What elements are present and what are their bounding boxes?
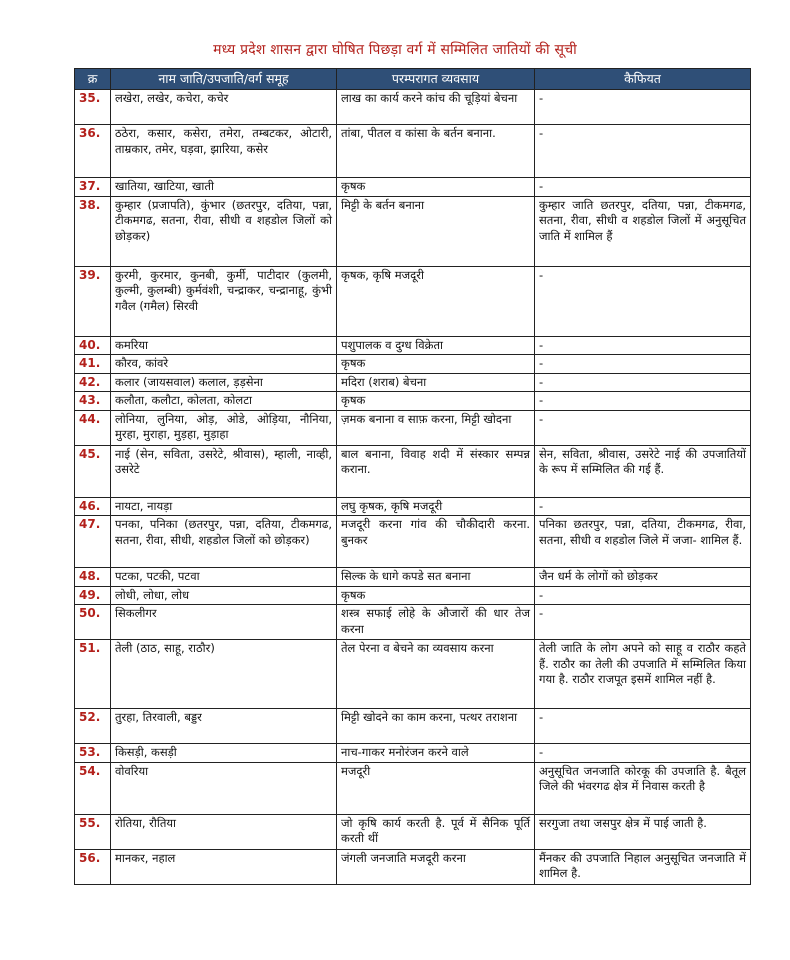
row-remarks: - [535,355,751,374]
table-row [75,849,751,884]
row-occupation: पशुपालक व दुग्ध विक्रेता [337,336,535,355]
row-name: लखेरा, लखेर, कचेरा, कचेर [111,90,337,125]
table-row [75,355,751,374]
row-name: कलौता, कलौटा, कोलता, कोलटा [111,392,337,411]
table-row [75,497,751,516]
row-remarks: तेली जाति के लोग अपने को साहू व राठौर कहते हैं. राठौर का तेली की उपजाति में सम्मिलित किया गया है. राठौर राजपूत इसमें शामिल नहीं है. [535,640,751,709]
row-occupation: तेल पेरना व बेचने का व्यवसाय करना [337,640,535,709]
row-occupation: सिल्क के धागे कपडे सत बनाना [337,568,535,587]
row-number: 44. [75,410,111,445]
row-name: मानकर, नहाल [111,849,337,884]
table-row [75,125,751,178]
row-number: 53. [75,744,111,763]
row-number: 49. [75,586,111,605]
row-number: 36. [75,125,111,178]
row-number: 47. [75,516,111,568]
table-body [75,90,751,885]
row-remarks: मैंनकर की उपजाति निहाल अनुसूचित जनजाति में शामिल है. [535,849,751,884]
row-remarks: पनिका छतरपुर, पन्ना, दतिया, टीकमगढ, रीवा, सतना, सीधी व शहडोल जिले में जजा- शामिल हैं. [535,516,751,568]
row-number: 51. [75,640,111,709]
table-row [75,605,751,640]
row-occupation: कृषक [337,355,535,374]
row-remarks: - [535,266,751,336]
row-number: 54. [75,762,111,814]
row-name: वोवरिया [111,762,337,814]
row-remarks: - [535,709,751,744]
table-row [75,196,751,266]
row-remarks: सरगुजा तथा जसपुर क्षेत्र में पाई जाती है. [535,814,751,849]
row-remarks: - [535,586,751,605]
row-occupation: तांबा, पीतल व कांसा के बर्तन बनाना. [337,125,535,178]
row-occupation: नाच-गाकर मनोरंजन करने वाले [337,744,535,763]
header-serial: क्र [75,69,111,90]
table-row [75,373,751,392]
table-row [75,516,751,568]
row-remarks: जैन धर्म के लोगों को छोड़कर [535,568,751,587]
row-name: लोनिया, लुनिया, ओड़, ओडे, ओड़िया, नौनिया, मुरहा, मुराहा, मुड़हा, मुड़ाहा [111,410,337,445]
row-remarks: - [535,605,751,640]
row-name: कमरिया [111,336,337,355]
table-row [75,178,751,197]
row-occupation: मिट्टी खोदने का काम करना, पत्थर तराशना [337,709,535,744]
table-row [75,410,751,445]
row-remarks: - [535,336,751,355]
row-number: 37. [75,178,111,197]
table-row [75,814,751,849]
row-number: 40. [75,336,111,355]
row-name: किसड़ी, कसड़ी [111,744,337,763]
row-number: 38. [75,196,111,266]
row-remarks: अनुसूचित जनजाति कोरकू की उपजाति है. बैतूल जिले की भंवरगढ क्षेत्र में निवास करती है [535,762,751,814]
row-name: सिकलीगर [111,605,337,640]
row-occupation: कृषक [337,178,535,197]
row-name: नायटा, नायड़ा [111,497,337,516]
row-name: कुरमी, कुरमार, कुनबी, कुर्मी, पाटीदार (कुलमी, कुल्मी, कुलम्बी) कुर्मवंशी, चन्द्राकर, चन्द्रानाहू, कुंभी गवैल (गमैल) सिरवी [111,266,337,336]
row-name: कौरव, कांवरे [111,355,337,374]
row-number: 55. [75,814,111,849]
table-row [75,744,751,763]
page-title: मध्य प्रदेश शासन द्वारा घोषित पिछड़ा वर्ग में सम्मिलित जातियों की सूची [213,42,577,58]
table-row [75,445,751,497]
row-remarks: - [535,497,751,516]
row-number: 39. [75,266,111,336]
row-remarks: - [535,392,751,411]
row-name: रोतिया, रौतिया [111,814,337,849]
table-row [75,90,751,125]
row-occupation: कृषक [337,586,535,605]
row-occupation: मिट्टी के बर्तन बनाना [337,196,535,266]
row-name: नाई (सेन, सविता, उसरेटे, श्रीवास), म्हाली, नाव्ही, उसरेटे [111,445,337,497]
row-number: 56. [75,849,111,884]
row-number: 43. [75,392,111,411]
row-occupation: जंगली जनजाति मजदूरी करना [337,849,535,884]
row-number: 42. [75,373,111,392]
table-row [75,266,751,336]
table-row [75,640,751,709]
row-number: 46. [75,497,111,516]
table-header-row [75,69,751,90]
row-name: ठठेरा, कसार, कसेरा, तमेरा, तम्बटकर, ओटारी, ताम्रकार, तमेर, घड़वा, झारिया, कसेर [111,125,337,178]
row-name: कुम्हार (प्रजापति), कुंभार (छतरपुर, दतिया, पन्ना, टीकमगढ, सतना, रीवा, सीधी व शहडोल जिलों को छोड़कर) [111,196,337,266]
table-row [75,586,751,605]
row-occupation: शस्त्र सफाई लोहे के औजारों की धार तेज करना [337,605,535,640]
header-occupation: परम्परागत व्यवसाय [337,69,535,90]
row-occupation: लघु कृषक, कृषि मजदूरी [337,497,535,516]
row-number: 45. [75,445,111,497]
row-occupation: कृषक [337,392,535,411]
row-occupation: मजदूरी करना गांव की चौकीदारी करना. बुनकर [337,516,535,568]
row-remarks: सेन, सविता, श्रीवास, उसरेटे नाई की उपजातियों के रूप में सम्मिलित की गई हैं. [535,445,751,497]
row-number: 35. [75,90,111,125]
row-occupation: जो कृषि कार्य करती है. पूर्व में सैनिक पूर्ति करती थीं [337,814,535,849]
row-name: पटका, पटकी, पटवा [111,568,337,587]
row-name: तेली (ठाठ, साहू, राठौर) [111,640,337,709]
row-remarks: - [535,373,751,392]
row-remarks: - [535,744,751,763]
header-remarks: कैफियत [535,69,751,90]
row-occupation: मजदूरी [337,762,535,814]
row-number: 52. [75,709,111,744]
header-name: नाम जाति/उपजाति/वर्ग समूह [111,69,337,90]
row-name: कलार (जायसवाल) कलाल, ड़ड़सेना [111,373,337,392]
row-remarks: - [535,90,751,125]
row-remarks: - [535,178,751,197]
row-name: तुरहा, तिरवाली, बड्डर [111,709,337,744]
row-name: खातिया, खाटिया, खाती [111,178,337,197]
row-remarks: - [535,125,751,178]
row-number: 48. [75,568,111,587]
table-row [75,709,751,744]
caste-list-table [74,68,751,885]
row-occupation: मदिरा (शराब) बेचना [337,373,535,392]
row-name: लोधी, लोधा, लोध [111,586,337,605]
table-row [75,568,751,587]
table-row [75,392,751,411]
row-number: 41. [75,355,111,374]
row-number: 50. [75,605,111,640]
row-occupation: ज़मक बनाना व साफ़ करना, मिट्टी खोदना [337,410,535,445]
row-occupation: बाल बनाना, विवाह शदी में संस्कार सम्पन्न कराना. [337,445,535,497]
row-occupation: कृषक, कृषि मजदूरी [337,266,535,336]
row-name: पनका, पनिका (छतरपुर, पन्ना, दतिया, टीकमगढ, सतना, रीवा, सीधी, शहडोल जिलों को छोड़कर) [111,516,337,568]
table-row [75,336,751,355]
table-row [75,762,751,814]
row-remarks: - [535,410,751,445]
row-remarks: कुम्हार जाति छतरपुर, दतिया, पन्ना, टीकमगढ, सतना, रीवा, सीधी व शहडोल जिलों में अनुसूचित जाति में शामिल हैं [535,196,751,266]
row-occupation: लाख का कार्य करने कांच की चूड़ियां बेचना [337,90,535,125]
